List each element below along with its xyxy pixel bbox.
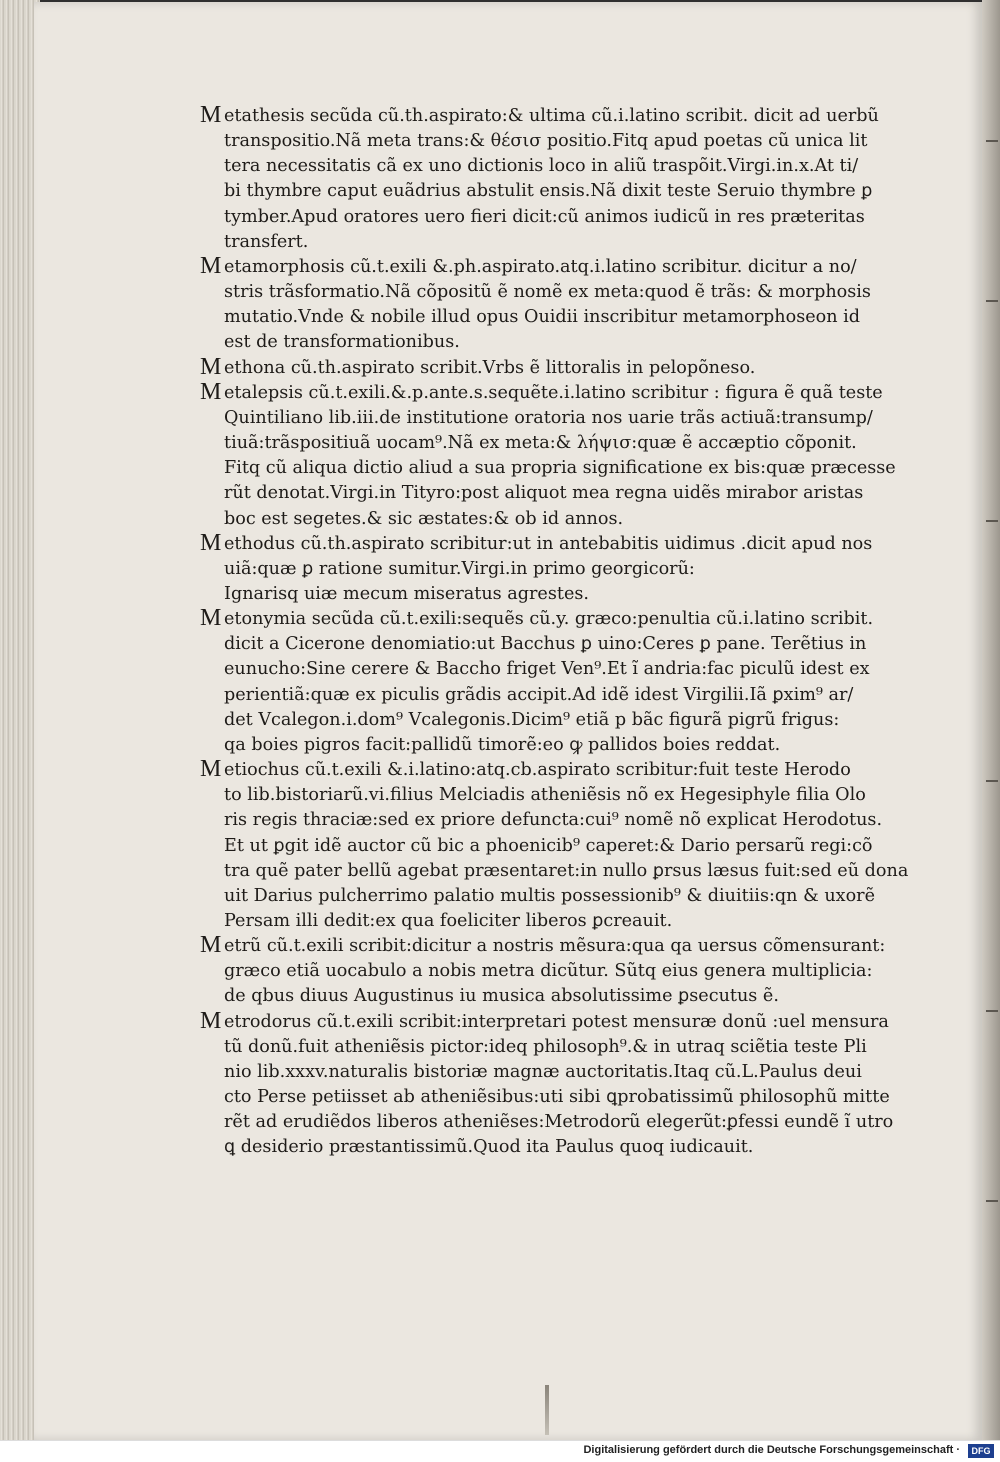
entry-line: rũt denotat.Virgi.in Tityro:post aliquot mea regna uidẽs mirabor aristas bbox=[224, 483, 864, 504]
entry-line: det Vcalegon.i.dom⁹ Vcalegonis.Dicim⁹ etiã p bãc figurã pigrũ frigus: bbox=[224, 709, 840, 730]
entry-line: stris trãsformatio.Nã cõpositũ ẽ nomẽ ex meta:quod ẽ trãs: & morphosis bbox=[224, 282, 871, 303]
entry-line: transpositio.Nã meta trans:& θέσισ positio.Fitq apud poetas cũ unica lit bbox=[224, 131, 868, 152]
entry-line: ris regis thraciæ:sed ex priore defuncta:cui⁹ nomẽ nõ explicat Herodotus. bbox=[224, 810, 883, 831]
dictionary-text-block bbox=[200, 102, 909, 1161]
footer-bar bbox=[0, 1440, 1000, 1462]
entry-initial: M bbox=[200, 353, 222, 380]
entry-line: ethona cũ.th.aspirato scribit.Vrbs ẽ littoralis in pelopõneso. bbox=[224, 357, 756, 378]
digitization-credit: Digitalisierung gefördert durch die Deutsche Forschungsgemeinschaft · bbox=[583, 1444, 960, 1456]
entry-line: tũ donũ.fuit atheniẽsis pictor:ideq philosoph⁹.& in utraq sciẽtia teste Pli bbox=[224, 1036, 867, 1057]
entry-line: uiã:quæ ꝑ ratione sumitur.Virgi.in primo georgicorũ: bbox=[224, 558, 695, 579]
entry-line: etalepsis cũ.t.exili.&.p.ante.s.sequẽte.i.latino scribitur : figura ẽ quã teste bbox=[224, 382, 883, 403]
dictionary-entry bbox=[200, 529, 900, 607]
entry-initial: M bbox=[200, 605, 222, 632]
entry-line: eunucho:Sine cerere & Baccho friget Ven⁹.Et ĩ andria:fac piculũ idest ex bbox=[224, 659, 870, 680]
entry-line: cto Perse petiisset ab atheniẽsibus:uti sibi ꝗprobatissimũ philosophũ mitte bbox=[224, 1087, 890, 1108]
entry-line: etonymia secũda cũ.t.exili:sequẽs cũ.y. græco:penultia cũ.i.latino scribit. bbox=[224, 609, 874, 630]
dictionary-entry bbox=[200, 756, 909, 934]
entry-line: uit Darius pulcherrimo palatio multis possessionib⁹ & diuitiis:qn & uxorẽ bbox=[224, 885, 876, 906]
entry-line: perientiã:quæ ex piculis grãdis accipit.Ad idẽ idest Virgilii.Iã ꝑxim⁹ ar/ bbox=[224, 684, 854, 705]
entry-line: tiuã:trãspositiuã uocam⁹.Nã ex meta:& λήψισ:quæ ẽ accæptio cõponit. bbox=[224, 433, 857, 454]
entry-line: to lib.bistoriarũ.vi.filius Melciadis atheniẽsis nõ ex Hegesiphyle filia Olo bbox=[224, 785, 866, 806]
entry-line: tra quẽ pater bellũ agebat præsentaret:in nullo ꝑrsus læsus fuit:sed eũ dona bbox=[224, 860, 909, 881]
entry-line: etrodorus cũ.t.exili scribit:interpretari potest mensuræ donũ :uel mensura bbox=[224, 1011, 889, 1032]
entry-line: Fitq cũ aliqua dictio aliud a sua propria significatione ex bis:quæ præcesse bbox=[224, 458, 896, 479]
entry-line: Persam illi dedit:ex qua foeliciter liberos ꝑcreauit. bbox=[224, 911, 673, 931]
entry-line: ꝗ desiderio præstantissimũ.Quod ita Paulus quoq iudicauit. bbox=[224, 1137, 754, 1158]
entry-line: Quintiliano lib.iii.de institutione oratoria nos uarie trãs actiuã:transump/ bbox=[224, 407, 873, 428]
dictionary-entry bbox=[200, 104, 900, 255]
entry-line: etathesis secũda cũ.th.aspirato:& ultima cũ.i.latino scribit. dicit ad uerbũ bbox=[224, 106, 879, 126]
entry-initial: M bbox=[200, 932, 222, 959]
binding-thread-mark bbox=[545, 1385, 549, 1435]
entry-initial: M bbox=[200, 756, 222, 783]
entry-line: tera necessitatis cã ex uno dictionis loco in aliũ traspõit.Virgi.in.x.At ti/ bbox=[224, 156, 859, 177]
entry-line: ethodus cũ.th.aspirato scribitur:ut in antebabitis uidimus .dicit apud nos bbox=[224, 533, 873, 554]
dictionary-entry bbox=[200, 353, 900, 381]
dictionary-entry bbox=[200, 252, 900, 356]
entry-line: de qbus diuus Augustinus iu musica absolutissime ꝑsecutus ẽ. bbox=[224, 986, 779, 1007]
entry-line: transfert. bbox=[224, 231, 309, 252]
entry-line: etamorphosis cũ.t.exili &.ph.aspirato.atq.i.latino scribitur. dicitur a no/ bbox=[224, 256, 857, 277]
dfg-logo-icon: DFG bbox=[968, 1444, 994, 1458]
entry-initial: M bbox=[200, 529, 222, 556]
dictionary-entry bbox=[200, 378, 900, 532]
entry-line: Ignarisq uiæ mecum miseratus agrestes. bbox=[224, 583, 589, 604]
entry-initial: M bbox=[200, 1007, 222, 1034]
entry-line: Et ut ꝑgit idẽ auctor cũ bic a phoenicib⁹ caperet:& Dario persarũ regi:cõ bbox=[224, 835, 873, 856]
entry-line: mutatio.Vnde & nobile illud opus Ouidii inscribitur metamorphoseon id bbox=[224, 307, 861, 328]
entry-line: qa boies pigros facit:pallidũ timorẽ:eo ꝙ pallidos boies reddat. bbox=[224, 734, 781, 755]
entry-line: nio lib.xxxv.naturalis bistoriæ magnæ auctoritatis.Itaq cũ.L.Paulus deui bbox=[224, 1061, 862, 1082]
entry-line: rẽt ad erudiẽdos liberos atheniẽses:Metrodorũ elegerũt:ꝑfessi eundẽ ĩ utro bbox=[224, 1112, 894, 1133]
entry-initial: M bbox=[200, 252, 222, 279]
entry-line: bi thymbre caput euãdrius abstulit ensis.Nã dixit teste Seruio thymbre ꝑ bbox=[224, 181, 873, 202]
entry-line: etrũ cũ.t.exili scribit:dicitur a nostris mẽsura:qua qa uersus cõmensurant: bbox=[224, 936, 886, 957]
entry-line: tymber.Apud oratores uero fieri dicit:cũ animos iudicũ in res præteritas bbox=[224, 206, 865, 227]
facing-page-edge bbox=[982, 0, 1000, 1440]
entry-initial: M bbox=[200, 378, 222, 405]
entry-line: boc est segetes.& sic æstates:& ob id annos. bbox=[224, 508, 624, 529]
dictionary-entry bbox=[200, 934, 900, 1009]
dictionary-entry bbox=[200, 607, 900, 758]
entry-line: græco etiã uocabulo a nobis metra dicũtur. Sũtq eius genera multiplicia: bbox=[224, 961, 873, 982]
entry-line: est de transformationibus. bbox=[224, 332, 460, 353]
entry-initial: M bbox=[200, 102, 222, 128]
entry-line: etiochus cũ.t.exili &.i.latino:atq.cb.aspirato scribitur:fuit teste Herodo bbox=[224, 760, 851, 781]
dictionary-entry bbox=[200, 1007, 900, 1161]
entry-line: dicit a Cicerone denomiatio:ut Bacchus ꝑ uino:Ceres ꝑ pane. Terẽtius in bbox=[224, 634, 867, 655]
